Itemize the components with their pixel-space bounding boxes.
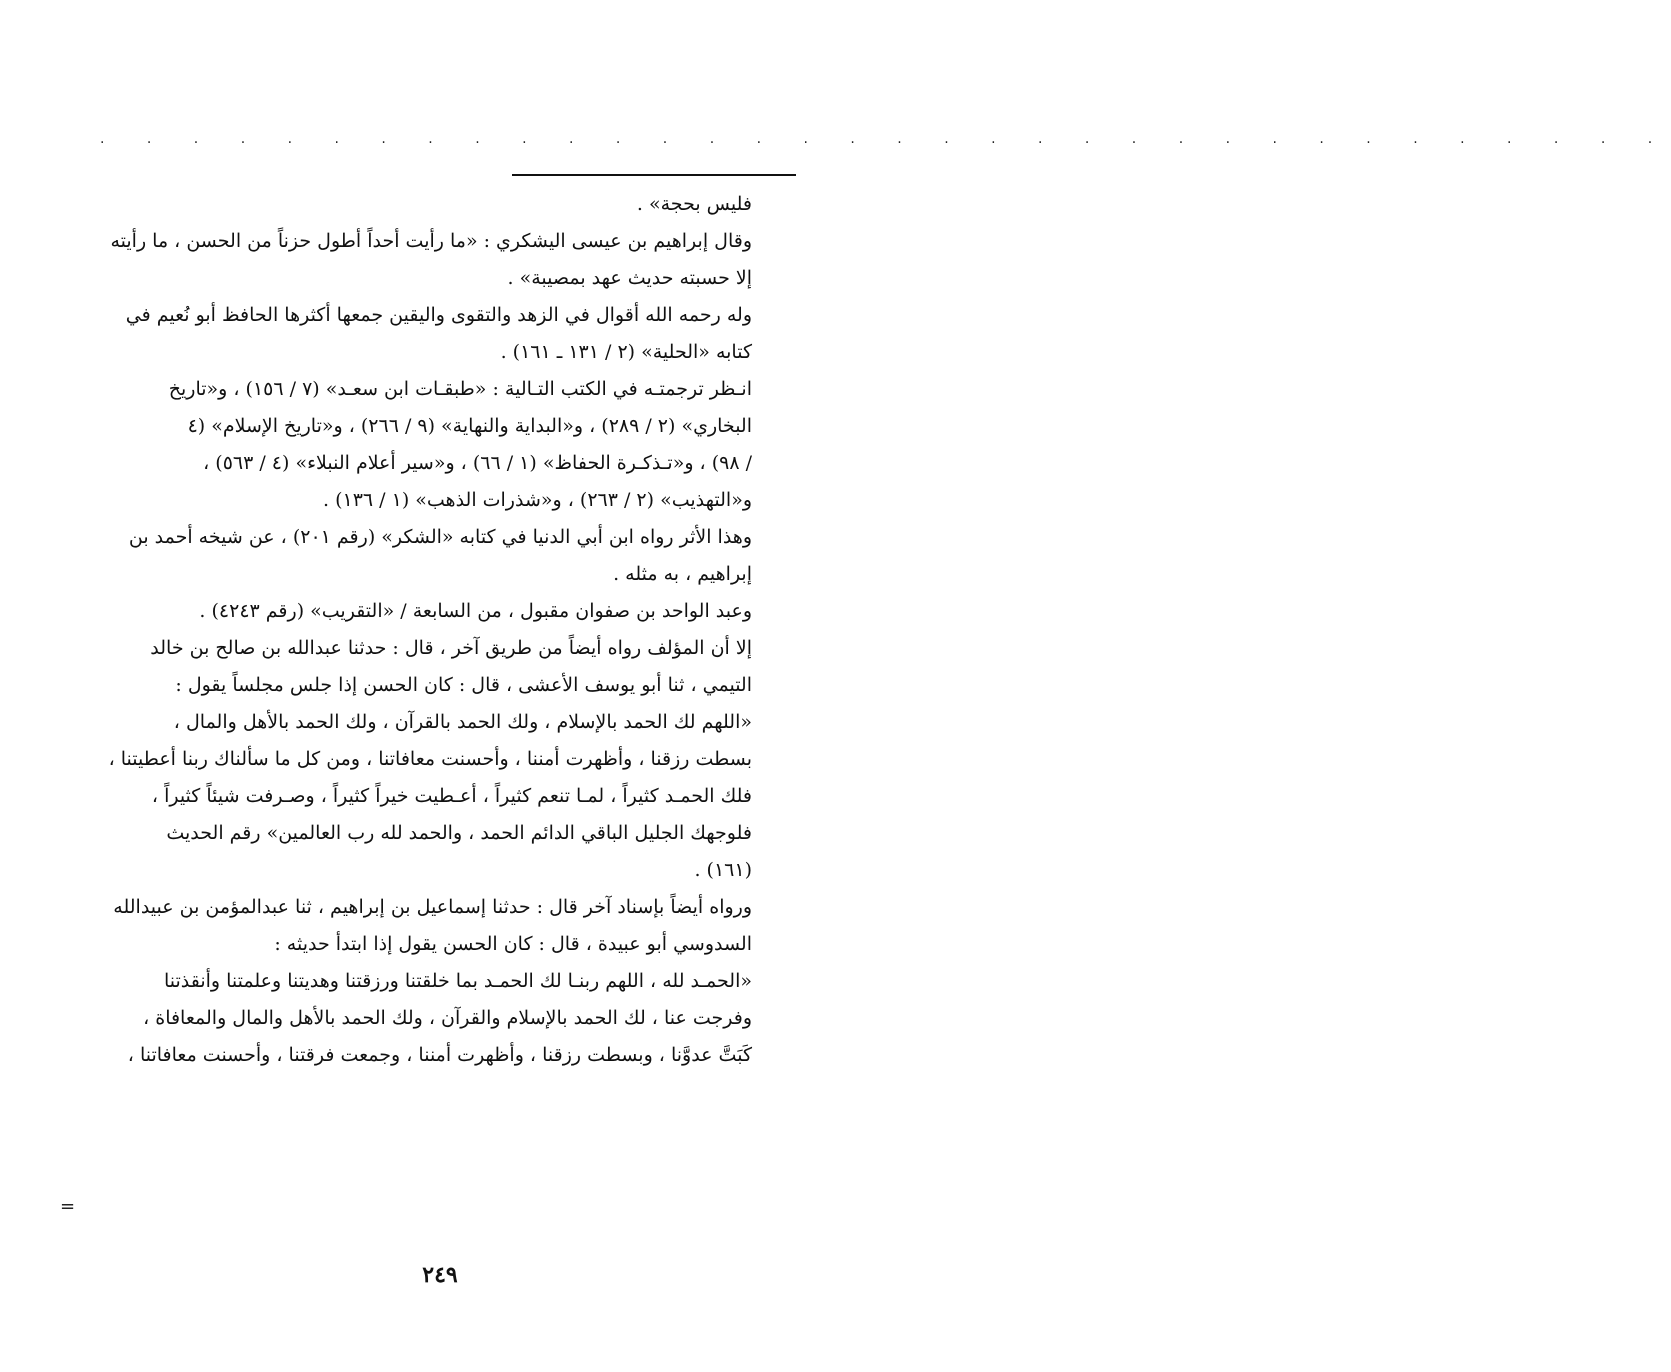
text-line: إبراهيم ، به مثله .	[613, 563, 752, 585]
text-line: وهذا الأثر رواه ابن أبي الدنيا في كتابه «الشكر» (رقم ٢٠١) ، عن شيخه أحمد بن	[128, 526, 752, 548]
text-line: كَبَتَّ عدوَّنا ، وبسطت رزقنا ، وأظهرت أمننا ، وجمعت فرقتنا ، وأحسنت معافاتنا ،	[127, 1044, 752, 1066]
text-line: «الحمـد لله ، اللهم ربنـا لك الحمـد بما خلقتنا ورزقتنا وهديتنا وعلمتنا وأنقذتنا	[163, 970, 752, 992]
separator-dots: . . . . . . . . . . . . . . . . . . . . . . . . . . . . . . . . . .	[100, 131, 1671, 147]
text-line: فلوجهك الجليل الباقي الدائم الحمد ، والحمد لله رب العالمين» رقم الحديث	[166, 822, 752, 844]
page-number: ٢٤٩	[422, 1262, 458, 1288]
text-line: و«التهذيب» (٢ / ٢٦٣) ، و«شذرات الذهب» (١ / ١٣٦) .	[322, 489, 752, 511]
text-line: إلا أن المؤلف رواه أيضاً من طريق آخر ، قال : حدثنا عبدالله بن صالح بن خالد	[150, 637, 752, 659]
text-line: فلك الحمـد كثيراً ، لمـا تنعم كثيراً ، أعـطيت خيراً كثيراً ، وصـرفت شيئاً كثيراً ،	[151, 785, 752, 807]
text-line: بسطت رزقنا ، وأظهرت أمننا ، وأحسنت معافاتنا ، ومن كل ما سألناك ربنا أعطيتنا ،	[108, 748, 752, 770]
footnote-text	[98, 186, 752, 1074]
text-line: التيمي ، ثنا أبو يوسف الأعشى ، قال : كان الحسن إذا جلس مجلساً يقول :	[175, 674, 752, 696]
footnote-rule	[512, 174, 796, 176]
text-line: البخاري» (٢ / ٢٨٩) ، و«البداية والنهاية» (٩ / ٢٦٦) ، و«تاريخ الإسلام» (٤	[187, 415, 752, 437]
text-line: وله رحمه الله أقوال في الزهد والتقوى واليقين جمعها أكثرها الحافظ أبو نُعيم في	[125, 304, 752, 326]
continuation-mark: =	[60, 1196, 76, 1217]
text-line: (١٦١) .	[694, 859, 752, 881]
text-line: السدوسي أبو عبيدة ، قال : كان الحسن يقول إذا ابتدأ حديثه :	[274, 933, 752, 955]
text-line: فليس بحجة» .	[636, 193, 752, 215]
text-line: ورواه أيضاً بإسناد آخر قال : حدثنا إسماعيل بن إبراهيم ، ثنا عبدالمؤمن بن عبيدالله	[113, 896, 752, 918]
text-line: وقال إبراهيم بن عيسى اليشكري : «ما رأيت أحداً أطول حزناً من الحسن ، ما رأيته	[110, 230, 752, 252]
text-line: وفرجت عنا ، لك الحمد بالإسلام والقرآن ، ولك الحمد بالأهل والمال والمعافاة ،	[143, 1007, 752, 1029]
text-line: إلا حسبته حديث عهد بمصيبة» .	[507, 267, 752, 289]
text-line: «اللهم لك الحمد بالإسلام ، ولك الحمد بالقرآن ، ولك الحمد بالأهل والمال ،	[173, 711, 752, 733]
text-line: انـظر ترجمتـه في الكتب التـالية : «طبقـات ابن سعـد» (٧ / ١٥٦) ، و«تاريخ	[168, 378, 752, 400]
text-line: / ٩٨) ، و«تـذكـرة الحفاظ» (١ / ٦٦) ، و«سير أعلام النبلاء» (٤ / ٥٦٣) ،	[203, 452, 752, 474]
text-line: وعبد الواحد بن صفوان مقبول ، من السابعة / «التقريب» (رقم ٤٢٤٣) .	[199, 600, 752, 622]
text-line: كتابه «الحلية» (٢ / ١٣١ ـ ١٦١) .	[500, 341, 752, 363]
